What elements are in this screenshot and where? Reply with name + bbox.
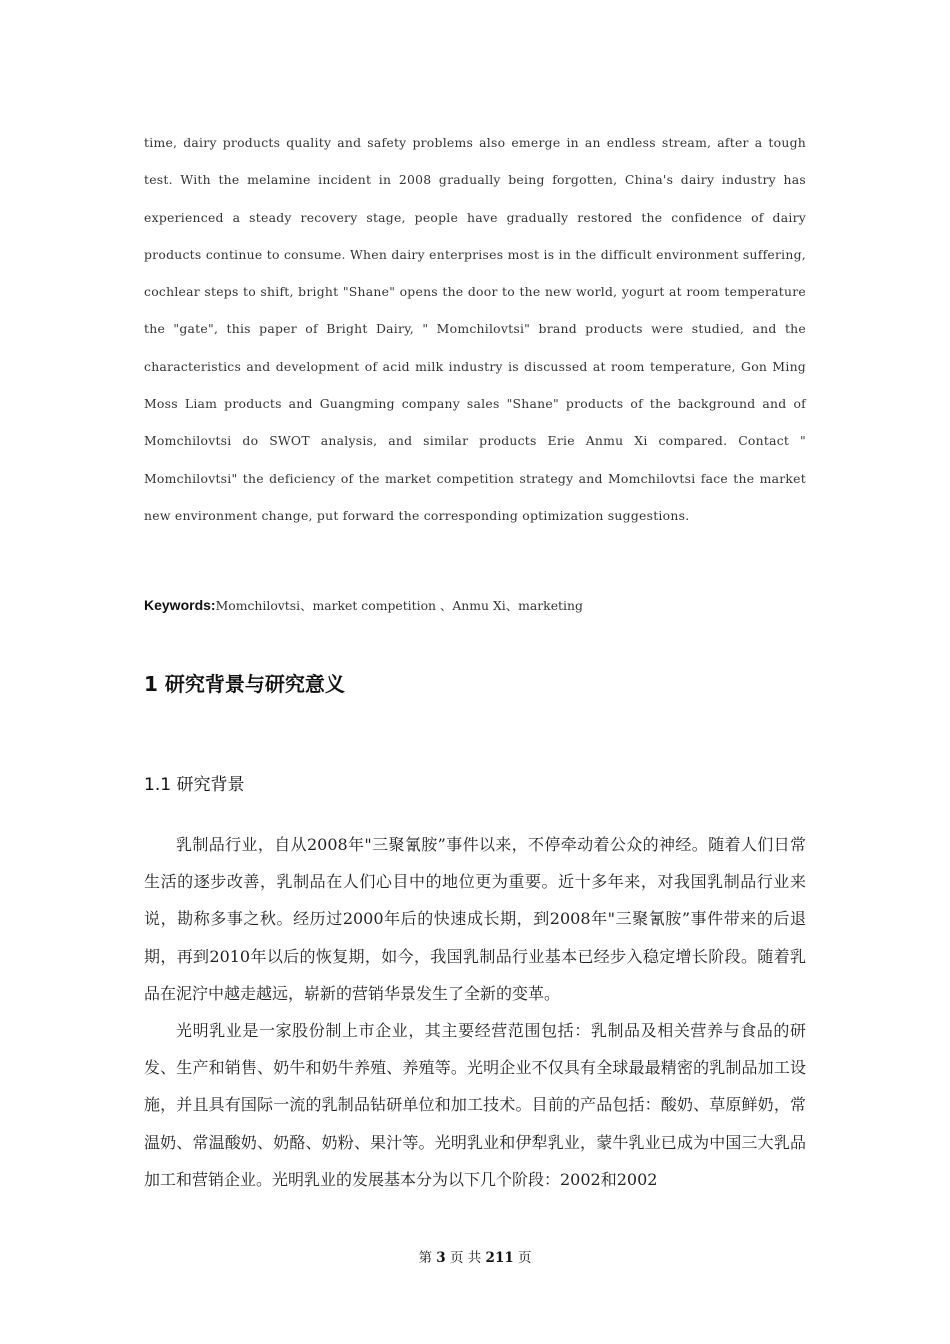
subsection-heading: 1.1 研究背景 bbox=[144, 775, 245, 795]
keywords-line bbox=[144, 596, 844, 614]
paragraph: 乳制品行业，自从2008年"三聚氰胺”事件以来，不停牵动着公众的神经。随着人们日常生活的逐步改善，乳制品在人们心目中的地位更为重要。近十多年来，对我国乳制品行业来说，勘称多事之秋。经历过2000年后的快速成长期，到2008年"三聚氰胺”事件带来的后退期，再到2010年以后的恢复期，如今，我国乳制品行业基本已经步入稳定增长阶段。随着乳品在泥泞中越走越远，崭新的营销华景发生了全新的变革。 bbox=[144, 835, 806, 1003]
footer-suffix: 页 bbox=[518, 1250, 532, 1266]
footer-prefix: 第 bbox=[418, 1250, 432, 1266]
abstract-text: time, dairy products quality and safety problems also emerge in an endless stream, after a tough test. With the melamine incident in 2008 gradually being forgotten, China's dairy industry has experienced a steady recovery stage, people have gradually restored the confidence of dairy products continue to consume. When dairy enterprises most is in the difficult environment suffering, cochlear steps to shift, bright "Shane" opens the door to the new world, yogurt at room temperature the "gate", this paper of Bright Dairy, " Momchilovtsi" brand products were studied, and the characteristics and development of acid milk industry is discussed at room temperature, Gon Ming Moss Liam products and Guangming company sales "Shane" products of the background and of Momchilovtsi do SWOT analysis, and similar products Erie Anmu Xi compared. Contact " Momchilovtsi" the deficiency of the market competition strategy and Momchilovtsi face the market new environment change, put forward the corresponding optimization suggestions. bbox=[144, 135, 806, 523]
body-text bbox=[144, 826, 806, 1198]
page-footer bbox=[0, 1246, 950, 1266]
section-heading: 1 研究背景与研究意义 bbox=[144, 672, 345, 696]
footer-middle: 页 共 bbox=[449, 1250, 482, 1266]
keywords-value: Momchilovtsi、market competition 、Anmu Xi、marketing bbox=[215, 598, 583, 613]
keywords-label: Keywords: bbox=[144, 597, 216, 613]
paragraph: 光明乳业是一家股份制上市企业，其主要经营范围包括：乳制品及相关营养与食品的研发、生产和销售、奶牛和奶牛养殖、养殖等。光明企业不仅具有全球最最精密的乳制品加工设施，并且具有国际一流的乳制品钻研单位和加工技术。目前的产品包括：酸奶、草原鲜奶，常温奶、常温酸奶、奶酪、奶粉、果汁等。光明乳业和伊犁乳业，蒙牛乳业已成为中国三大乳品加工和营销企业。光明乳业的发展基本分为以下几个阶段：2002和2002 bbox=[144, 1021, 806, 1189]
page-number: 3 bbox=[436, 1250, 446, 1266]
total-pages: 211 bbox=[485, 1250, 514, 1266]
